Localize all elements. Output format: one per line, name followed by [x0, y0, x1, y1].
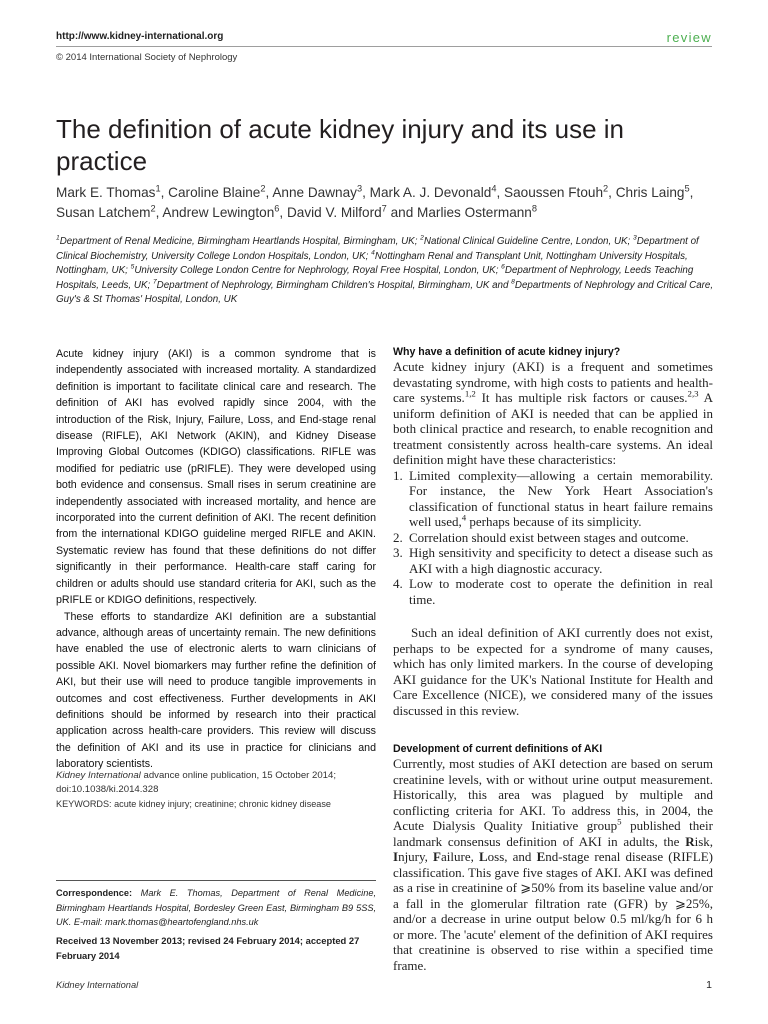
affiliation-marker: 6: [274, 202, 280, 213]
rifle-text: njury,: [398, 849, 434, 864]
affiliation-text: Department of Nephrology, Leeds Teaching Hospitals, Leeds, UK;: [56, 265, 694, 291]
rifle-initial: I: [393, 849, 399, 864]
section-heading: Development of current definitions of AKI: [393, 743, 603, 755]
affiliation-marker: 7: [381, 202, 387, 213]
author-name: David V. Milford: [286, 204, 382, 220]
rifle-initial: E: [536, 849, 546, 864]
abstract: [56, 346, 376, 773]
list-number: 2.: [393, 529, 403, 545]
rifle-text: oss, and: [487, 849, 537, 864]
affiliation-text: Departments of Nephrology and Critical Care, Guy's & St Thomas' Hospital, London, UK: [56, 279, 714, 306]
affiliation-marker: 8: [511, 278, 515, 286]
citation-text: advance online publication, 15 October 2014;: [140, 770, 337, 781]
rifle-text: ailure,: [441, 849, 479, 864]
list-item: [393, 576, 713, 607]
section-body: [393, 359, 713, 607]
rifle-initial: L: [478, 849, 488, 864]
affiliation-marker: 5: [130, 263, 135, 271]
affiliation-marker: 7: [152, 278, 157, 286]
author-name: Marlies Ostermann: [417, 204, 532, 220]
affiliation-marker: 2: [260, 183, 266, 194]
rifle-text: isk,: [694, 833, 713, 849]
section-heading: Why have a definition of acute kidney injury?: [393, 346, 621, 358]
rifle-initial: R: [685, 833, 695, 849]
affiliation-text: Department of Renal Medicine, Birmingham Heartlands Hospital, Birmingham, UK;: [59, 236, 421, 247]
affiliation-text: Department of Clinical Biochemistry, University College London Hospitals, London, UK;: [56, 236, 699, 262]
affiliation-marker: 1: [155, 183, 161, 194]
body-paragraph: [393, 756, 713, 973]
body-text: A uniform definition of AKI is needed that can be applied in both clinical practice and research, to enable recognition and treatment consistently across health-care systems. An ideal definition might have these characteristics:: [393, 390, 714, 467]
citation-journal: Kidney International: [56, 770, 141, 781]
affiliation-marker: 8: [531, 202, 538, 213]
author-name: Saoussen Ftouh: [504, 185, 604, 200]
body-text: published their landmark consensus definition of AKI in adults, the: [393, 818, 713, 849]
correspondence-text: Mark E. Thomas, Department of Renal Medicine, Birmingham Heartlands Hospital, Bordesley Green East, Birmingham B9 5SS, UK. E-mail: mark.thomas@heartofengland.nhs.uk: [56, 888, 376, 928]
affiliation-text: National Clinical Guideline Centre, London, UK;: [423, 236, 633, 247]
body-text: It has multiple risk factors or causes.: [475, 390, 688, 405]
list-number: 3.: [393, 545, 403, 560]
reference-marker[interactable]: 2,3: [687, 388, 699, 399]
abstract-paragraph: These efforts to standardize AKI definition are a substantial advance, although areas of uncertainty remain. The new definitions have enabled the use of electronic alerts to warn clinicians of possible AKI. Novel biomarkers may further refine the definition of AKI, but their use will need to produce tangible improvements in outcomes and cost effectiveness. Further developments in AKI definitions should be informed by research into their practical application across health-care providers. This review will discuss the definition of AKI and its use in practice for clinicians and laboratory scientists.: [56, 610, 376, 771]
copyright-notice: © 2014 International Society of Nephrology: [56, 52, 238, 63]
affiliation-marker: 5: [684, 183, 690, 194]
citation-info: [56, 769, 376, 798]
affiliation-text: Nottingham Renal and Transplant Unit, Nottingham University Hospitals, Nottingham, UK;: [56, 250, 688, 277]
author-name: Mark A. J. Devonald: [369, 185, 492, 200]
reference-marker[interactable]: 5: [617, 816, 622, 827]
body-text: This gave five stages of AKI. AKI was defined as a rise in creatinine of ⩾50% from its baseline value and/or a fall in the glomerular filtration rate (GFR) by ⩾25%, and/or a decrease in urine output below 0.5 ml/kg/h for 6 h or more. The 'acute' element of the definition of AKI requires that creatinine is observed to rise within a specified time frame.: [393, 864, 713, 973]
author-name: Anne Dawnay: [272, 185, 357, 200]
list-text: Limited complexity—allowing a certain memorability. For instance, the New York Heart Association's classification of functional status in heart failure remains well used,: [409, 467, 713, 529]
doi-link[interactable]: doi:10.1038/ki.2014.328: [56, 784, 159, 796]
correspondence: [56, 886, 376, 930]
body-paragraph: [393, 359, 713, 468]
characteristics-list: [393, 468, 713, 608]
list-item: [393, 545, 713, 576]
affiliation-marker: 4: [371, 249, 375, 257]
body-text: Acute kidney injury (AKI) is a frequent and sometimes devastating syndrome, with high costs to patients and health-care systems.: [393, 359, 713, 405]
section-label: review: [666, 30, 712, 45]
affiliation-marker: 6: [501, 263, 505, 271]
rifle-text: nd-stage renal disease (RIFLE) classification.: [393, 849, 713, 880]
affiliation-marker: 3: [633, 234, 637, 242]
author-name: Susan Latchem: [56, 204, 151, 220]
list-number: 1.: [393, 467, 403, 483]
journal-url[interactable]: http://www.kidney-international.org: [56, 31, 224, 42]
page-number: 1: [706, 979, 712, 991]
affiliation-marker: 1: [56, 234, 60, 242]
author-name: Mark E. Thomas: [56, 185, 156, 200]
affiliation-marker: 4: [491, 183, 497, 194]
author-list: Mark E. Thomas$^1$, Caroline Blaine$^2$, Anne Dawnay$^3$, Mark A. J. Devonald$^4$, Saoussen Ftouh$^2$, Chris Laing$^5$, Susan Latchem$^2$, Andrew Lewington$^6$, David V. Milford$^7$ and Marlies Ostermann$^8$: [56, 183, 694, 220]
list-text: Low to moderate cost to operate the definition in real time.: [409, 576, 713, 607]
author-name: Chris Laing: [615, 185, 685, 200]
article-title: The definition of acute kidney injury and its use in practice: [56, 114, 625, 176]
reference-marker[interactable]: 1,2: [464, 388, 476, 399]
list-text: High sensitivity and specificity to detect a disease such as AKI with a high diagnostic accuracy.: [409, 545, 713, 576]
abstract-paragraph: Acute kidney injury (AKI) is a common syndrome that is independently associated with increased mortality. A standardized definition is important to facilitate clinical care and research. The definition of AKI has evolved rapidly since 2004, with the introduction of the Risk, Injury, Failure, Loss, and End-stage renal disease (RIFLE), AKI Network (AKIN), and Kidney Disease Improving Global Outcomes (KDIGO) classifications. RIFLE was modified for pediatric use (pRIFLE). They were developed using both evidence and consensus. Small rises in serum creatinine are independently associated with increased mortality, and hence are incorporated into the current definition of AKI. The recent definition from the international KDIGO guideline merged RIFLE and AKIN. Systematic review has found that these definitions do not differ significantly in their performance. Health-care staff caring for children or adults should use standard criteria for AKI, such as the pRIFLE or KDIGO definitions, respectively.: [56, 348, 376, 607]
author-name: Andrew Lewington: [162, 204, 275, 220]
author-name: Caroline Blaine: [168, 185, 261, 200]
keywords: KEYWORDS: acute kidney injury; creatinine; chronic kidney disease: [56, 799, 331, 809]
correspondence-rule: [56, 880, 376, 881]
list-text: Correlation should exist between stages and outcome.: [409, 529, 689, 545]
affiliation-text: Department of Nephrology, Birmingham Children's Hospital, Birmingham, UK and: [156, 279, 512, 291]
affiliation-marker: 2: [603, 183, 609, 194]
list-item: [393, 530, 713, 546]
list-number: 4.: [393, 576, 403, 591]
affiliation-marker: 3: [356, 183, 363, 194]
reference-marker[interactable]: 4: [461, 512, 467, 523]
header-rule: [56, 46, 712, 47]
rifle-initial: F: [433, 849, 441, 864]
received-dates: Received 13 November 2013; revised 24 February 2014; accepted 27 February 2014: [56, 935, 360, 961]
affiliations: [56, 235, 716, 308]
body-paragraph: Such an ideal definition of AKI currently does not exist, perhaps to be expected for a syndrome of many causes, which has only limited markers. In the course of developing AKI guidance for the UK's National Institute for Health and Care Excellence (NICE), we considered many of the issues discussed in this review.: [393, 625, 713, 718]
body-text: Currently, most studies of AKI detection are based on serum creatinine levels, with or without urine output measurement. Historically, this area was plagued by multiple and conflicting criteria for AKI. To address this, in 2004, the Acute Dialysis Quality Initiative group: [393, 756, 713, 833]
affiliation-marker: 2: [420, 234, 424, 242]
affiliation-marker: 2: [150, 202, 156, 213]
list-item: [393, 468, 713, 530]
affiliation-text: University College London Centre for Nephrology, Royal Free Hospital, London, UK;: [134, 265, 502, 277]
footer-journal: Kidney International: [56, 980, 139, 990]
list-text: perhaps because of its simplicity.: [466, 514, 642, 529]
correspondence-label: Correspondence:: [56, 888, 133, 898]
